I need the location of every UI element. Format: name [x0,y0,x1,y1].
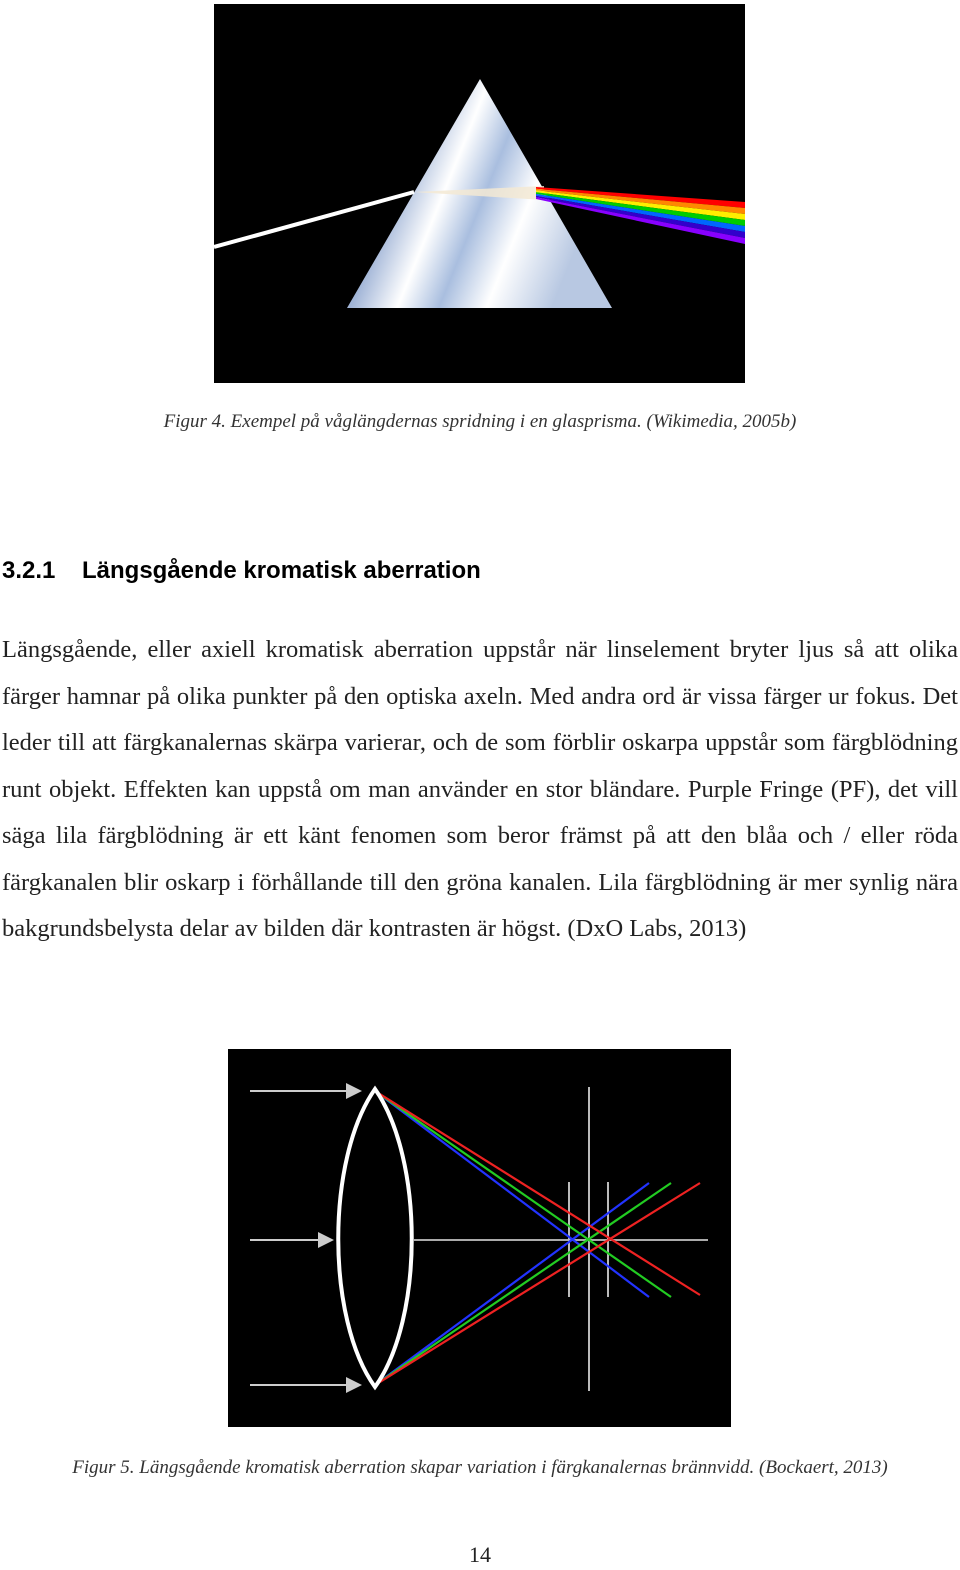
incident-light-ray [214,192,414,247]
prism-figure [214,4,745,383]
figure-4-caption: Figur 4. Exempel på våglängdernas spridning i en glasprisma. (Wikimedia, 2005b) [163,411,797,432]
lens-diagram [228,1049,731,1427]
convex-lens [338,1089,412,1387]
body-paragraph: Längsgående, eller axiell kromatisk aberration uppstår när linselement bryter ljus så att olika färger hamnar på olika punkter på den optiska axeln. Med andra ord är vissa färger ur fokus. Det leder till att färgkanalernas skärpa varierar, och de som förblir oskarpa uppstår som färgblödning runt objekt. Effekten kan uppstå om man använder en stor bländare. Purple Fringe (PF), det vill säga lila färgblödning är ett känt fenomen som beror främst på att den blåa och / eller röda färgkanalen blir oskarp i förhållande till den gröna kanalen. Lila färgblödning är mer synlig nära bakgrundsbelysta delar av bilden där kontrasten är högst. (DxO Labs, 2013) [2,636,958,942]
prism-illustration [214,4,745,383]
refracted-rays [375,1091,700,1385]
ray-green-bottom [375,1183,671,1385]
lens-diagram-figure [228,1049,731,1427]
page-number: 14 [469,1542,491,1567]
figure-5-caption: Figur 5. Längsgående kromatisk aberration skapar variation i färgkanalernas brännvidd. (Bockaert, 2013) [72,1457,888,1478]
section-number: 3.2.1 [2,557,56,584]
ray-green-top [375,1091,671,1297]
section-title: Längsgående kromatisk aberration [82,557,481,584]
section-heading [2,557,481,585]
